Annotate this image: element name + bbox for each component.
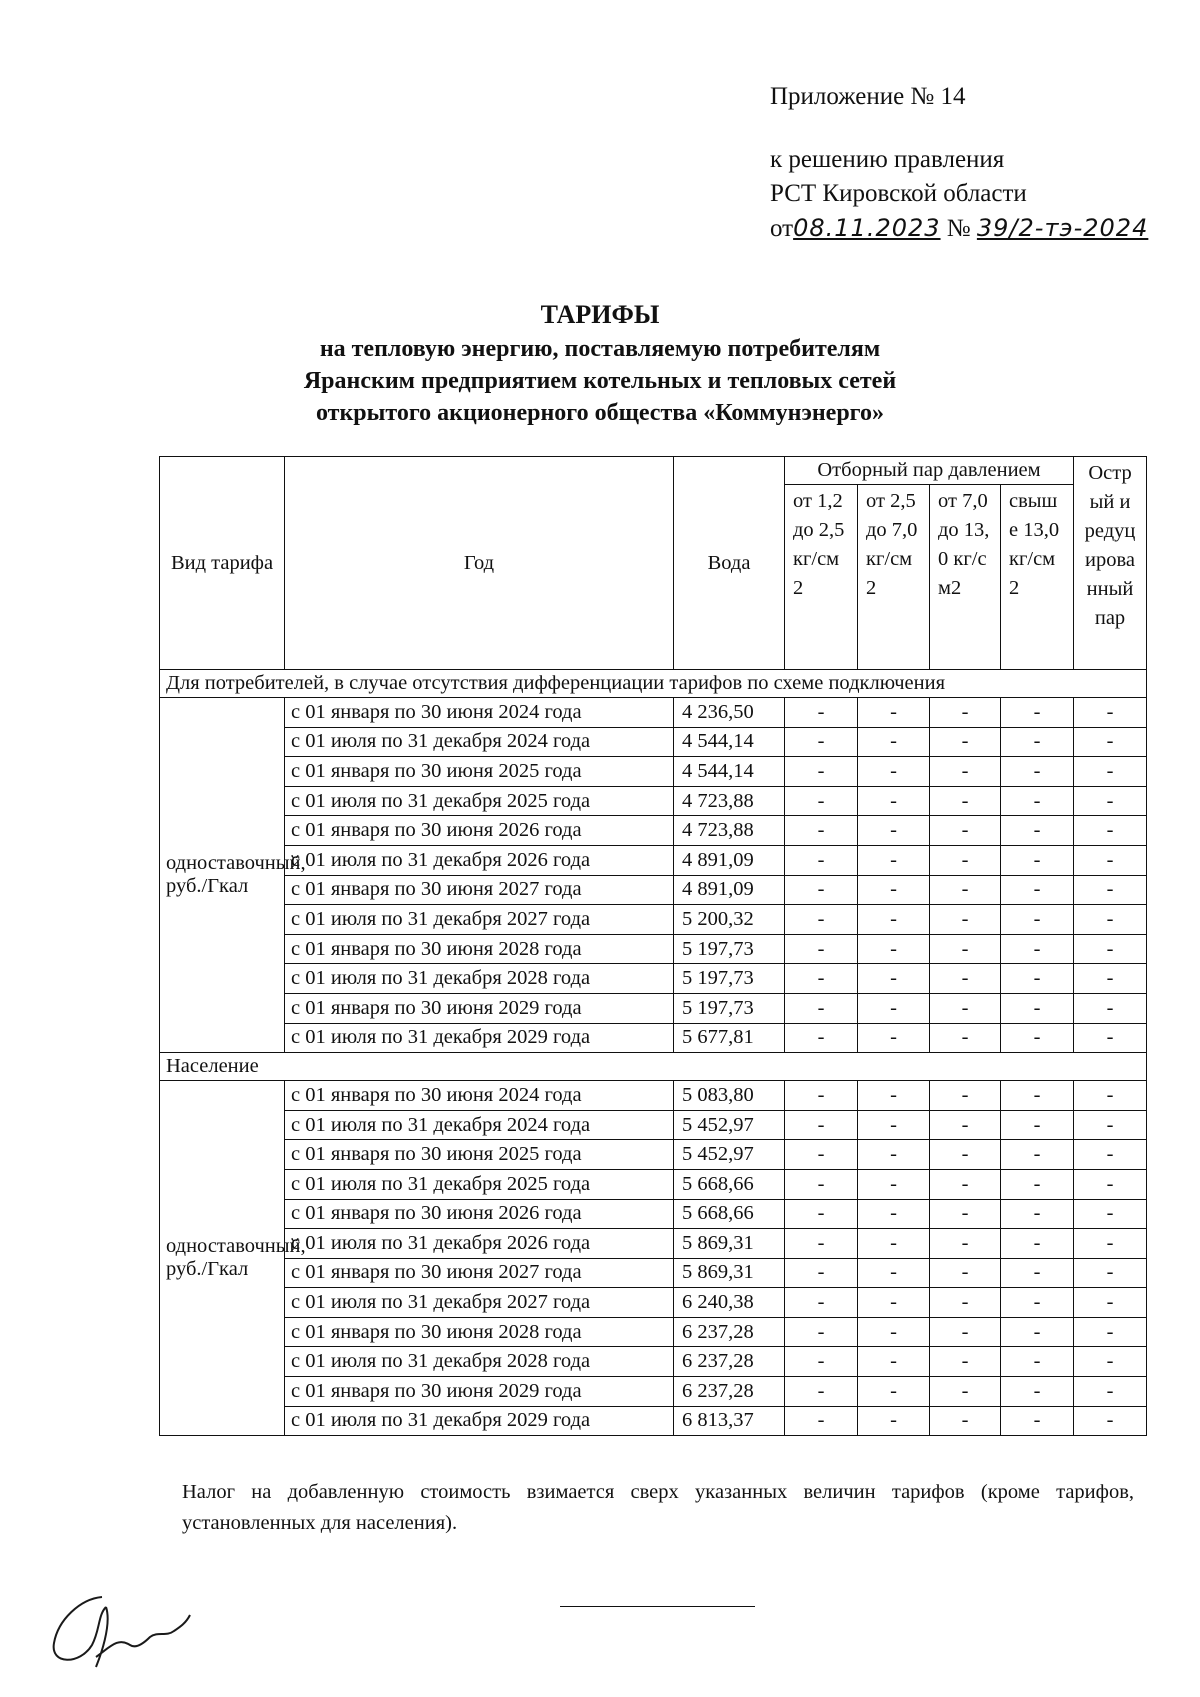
period-cell: с 01 января по 30 июня 2027 года — [285, 875, 674, 905]
steam-tariff-cell: - — [930, 1140, 1001, 1170]
steam-tariff-cell: - — [1074, 993, 1147, 1023]
steam-tariff-cell: - — [930, 1377, 1001, 1407]
steam-tariff-cell: - — [1001, 905, 1074, 935]
steam-tariff-cell: - — [1074, 1110, 1147, 1140]
steam-tariff-cell: - — [858, 786, 930, 816]
water-tariff-cell: 4 891,09 — [674, 875, 785, 905]
steam-tariff-cell: - — [1001, 727, 1074, 757]
steam-tariff-cell: - — [930, 993, 1001, 1023]
subtitle-line-1: на тепловую энергию, поставляемую потребителям — [319, 336, 881, 362]
steam-tariff-cell: - — [1074, 934, 1147, 964]
steam-tariff-cell: - — [858, 993, 930, 1023]
steam-tariff-cell: - — [785, 786, 858, 816]
water-tariff-cell: 4 723,88 — [674, 786, 785, 816]
signature-line — [560, 1606, 755, 1607]
water-tariff-cell: 6 240,38 — [674, 1288, 785, 1318]
steam-tariff-cell: - — [785, 1347, 858, 1377]
steam-tariff-cell: - — [858, 964, 930, 994]
steam-tariff-cell: - — [1001, 1023, 1074, 1053]
steam-tariff-cell: - — [785, 1317, 858, 1347]
subtitle-line-2: Яранским предприятием котельных и тепловых сетей — [303, 368, 897, 394]
subtitle-line-3: открытого акционерного общества «Коммунэнерго» — [316, 400, 884, 426]
tariff-type: одноставочный, руб./Гкал — [160, 698, 285, 1053]
period-cell: с 01 января по 30 июня 2024 года — [285, 1081, 674, 1111]
table-row — [160, 786, 1147, 816]
steam-tariff-cell: - — [1074, 727, 1147, 757]
steam-tariff-cell: - — [930, 1169, 1001, 1199]
period-cell: с 01 января по 30 июня 2027 года — [285, 1258, 674, 1288]
header-voda: Вода — [674, 457, 785, 670]
period-cell: с 01 июля по 31 декабря 2026 года — [285, 1229, 674, 1259]
steam-tariff-cell: - — [930, 1229, 1001, 1259]
steam-tariff-cell: - — [1001, 1110, 1074, 1140]
steam-tariff-cell: - — [785, 757, 858, 787]
section-row — [160, 670, 1147, 698]
water-tariff-cell: 5 869,31 — [674, 1229, 785, 1259]
steam-tariff-cell: - — [1074, 875, 1147, 905]
steam-tariff-cell: - — [858, 845, 930, 875]
steam-tariff-cell: - — [785, 1110, 858, 1140]
steam-tariff-cell: - — [1074, 698, 1147, 728]
steam-tariff-cell: - — [930, 875, 1001, 905]
water-tariff-cell: 5 452,97 — [674, 1110, 785, 1140]
header-p2: от 2,5 до 7,0 кг/см2 — [858, 485, 930, 670]
period-cell: с 01 июля по 31 декабря 2024 года — [285, 727, 674, 757]
steam-tariff-cell: - — [1001, 1229, 1074, 1259]
water-tariff-cell: 6 237,28 — [674, 1317, 785, 1347]
water-tariff-cell: 4 544,14 — [674, 757, 785, 787]
header-ostry: Острый и редуцированный пар — [1074, 457, 1147, 670]
steam-tariff-cell: - — [1001, 1317, 1074, 1347]
period-cell: с 01 января по 30 июня 2025 года — [285, 757, 674, 787]
table-row — [160, 905, 1147, 935]
steam-tariff-cell: - — [930, 757, 1001, 787]
steam-tariff-cell: - — [1001, 845, 1074, 875]
steam-tariff-cell: - — [930, 1258, 1001, 1288]
steam-tariff-cell: - — [858, 1023, 930, 1053]
steam-tariff-cell: - — [1074, 1140, 1147, 1170]
steam-tariff-cell: - — [785, 993, 858, 1023]
water-tariff-cell: 5 869,31 — [674, 1258, 785, 1288]
steam-tariff-cell: - — [1074, 905, 1147, 935]
steam-tariff-cell: - — [858, 1169, 930, 1199]
water-tariff-cell: 4 544,14 — [674, 727, 785, 757]
steam-tariff-cell: - — [1001, 1377, 1074, 1407]
table-row — [160, 1347, 1147, 1377]
steam-tariff-cell: - — [785, 1199, 858, 1229]
appendix-number: Приложение № 14 — [770, 83, 966, 110]
period-cell: с 01 июля по 31 декабря 2027 года — [285, 905, 674, 935]
table-row — [160, 1169, 1147, 1199]
water-tariff-cell: 5 668,66 — [674, 1169, 785, 1199]
period-cell: с 01 июля по 31 декабря 2025 года — [285, 786, 674, 816]
table-row — [160, 757, 1147, 787]
steam-tariff-cell: - — [785, 1377, 858, 1407]
from-label: от — [770, 215, 794, 242]
header-god: Год — [285, 457, 674, 670]
water-tariff-cell: 5 197,73 — [674, 964, 785, 994]
period-cell: с 01 января по 30 июня 2025 года — [285, 1140, 674, 1170]
water-tariff-cell: 6 813,37 — [674, 1406, 785, 1436]
decision-line: к решению правления — [770, 146, 1005, 173]
steam-tariff-cell: - — [1074, 1229, 1147, 1259]
steam-tariff-cell: - — [858, 1110, 930, 1140]
table-row — [160, 1229, 1147, 1259]
steam-tariff-cell: - — [1074, 1169, 1147, 1199]
water-tariff-cell: 5 197,73 — [674, 934, 785, 964]
authority-line: РСТ Кировской области — [770, 180, 1027, 207]
steam-tariff-cell: - — [1074, 1258, 1147, 1288]
steam-tariff-cell: - — [858, 875, 930, 905]
period-cell: с 01 января по 30 июня 2026 года — [285, 1199, 674, 1229]
period-cell: с 01 января по 30 июня 2026 года — [285, 816, 674, 846]
header-steam-group: Отборный пар давлением — [785, 457, 1074, 485]
period-cell: с 01 января по 30 июня 2028 года — [285, 1317, 674, 1347]
vat-note: Налог на добавленную стоимость взимается сверх указанных величин тарифов (кроме тарифов, установленных для населения). — [182, 1481, 1134, 1534]
section-title: Население — [160, 1053, 1147, 1081]
steam-tariff-cell: - — [1001, 1081, 1074, 1111]
steam-tariff-cell: - — [858, 1347, 930, 1377]
period-cell: с 01 июля по 31 декабря 2029 года — [285, 1406, 674, 1436]
steam-tariff-cell: - — [858, 905, 930, 935]
table-row — [160, 1023, 1147, 1053]
table-row — [160, 1288, 1147, 1318]
steam-tariff-cell: - — [1074, 816, 1147, 846]
table-row — [160, 845, 1147, 875]
tariff-table — [159, 456, 1147, 1436]
decision-number: 39/2-тэ-2024 — [976, 214, 1149, 242]
steam-tariff-cell: - — [858, 1258, 930, 1288]
steam-tariff-cell: - — [930, 1288, 1001, 1318]
steam-tariff-cell: - — [1001, 757, 1074, 787]
period-cell: с 01 июля по 31 декабря 2028 года — [285, 964, 674, 994]
steam-tariff-cell: - — [930, 1110, 1001, 1140]
steam-tariff-cell: - — [1001, 1199, 1074, 1229]
steam-tariff-cell: - — [930, 1081, 1001, 1111]
header-p4: свыше 13,0 кг/см2 — [1001, 485, 1074, 670]
steam-tariff-cell: - — [1001, 816, 1074, 846]
section-title: Для потребителей, в случае отсутствия дифференциации тарифов по схеме подключения — [160, 670, 1147, 698]
steam-tariff-cell: - — [1001, 1288, 1074, 1318]
steam-tariff-cell: - — [1001, 1406, 1074, 1436]
table-row — [160, 1258, 1147, 1288]
steam-tariff-cell: - — [785, 816, 858, 846]
steam-tariff-cell: - — [930, 964, 1001, 994]
steam-tariff-cell: - — [858, 1406, 930, 1436]
steam-tariff-cell: - — [785, 905, 858, 935]
steam-tariff-cell: - — [785, 1406, 858, 1436]
steam-tariff-cell: - — [858, 1288, 930, 1318]
steam-tariff-cell: - — [930, 698, 1001, 728]
period-cell: с 01 января по 30 июня 2024 года — [285, 698, 674, 728]
steam-tariff-cell: - — [930, 1347, 1001, 1377]
steam-tariff-cell: - — [1001, 1258, 1074, 1288]
steam-tariff-cell: - — [785, 845, 858, 875]
steam-tariff-cell: - — [858, 727, 930, 757]
table-row — [160, 934, 1147, 964]
steam-tariff-cell: - — [1074, 786, 1147, 816]
steam-tariff-cell: - — [930, 816, 1001, 846]
steam-tariff-cell: - — [1074, 1023, 1147, 1053]
steam-tariff-cell: - — [858, 816, 930, 846]
steam-tariff-cell: - — [1074, 964, 1147, 994]
table-row — [160, 1317, 1147, 1347]
table-row — [160, 1377, 1147, 1407]
steam-tariff-cell: - — [1074, 1199, 1147, 1229]
table-row — [160, 698, 1147, 728]
tariff-type: одноставочный, руб./Гкал — [160, 1081, 285, 1436]
steam-tariff-cell: - — [785, 1023, 858, 1053]
water-tariff-cell: 5 452,97 — [674, 1140, 785, 1170]
steam-tariff-cell: - — [1001, 934, 1074, 964]
water-tariff-cell: 6 237,28 — [674, 1377, 785, 1407]
steam-tariff-cell: - — [1074, 1081, 1147, 1111]
steam-tariff-cell: - — [858, 757, 930, 787]
steam-tariff-cell: - — [858, 1377, 930, 1407]
steam-tariff-cell: - — [930, 905, 1001, 935]
water-tariff-cell: 5 197,73 — [674, 993, 785, 1023]
steam-tariff-cell: - — [1001, 786, 1074, 816]
header-row-1 — [160, 457, 1147, 485]
water-tariff-cell: 4 891,09 — [674, 845, 785, 875]
steam-tariff-cell: - — [858, 1317, 930, 1347]
steam-tariff-cell: - — [785, 934, 858, 964]
steam-tariff-cell: - — [785, 1081, 858, 1111]
steam-tariff-cell: - — [858, 1229, 930, 1259]
steam-tariff-cell: - — [930, 1406, 1001, 1436]
steam-tariff-cell: - — [1001, 1169, 1074, 1199]
steam-tariff-cell: - — [930, 786, 1001, 816]
header-vid: Вид тарифа — [160, 457, 285, 670]
table-row — [160, 1406, 1147, 1436]
steam-tariff-cell: - — [930, 1199, 1001, 1229]
period-cell: с 01 января по 30 июня 2028 года — [285, 934, 674, 964]
period-cell: с 01 июля по 31 декабря 2025 года — [285, 1169, 674, 1199]
period-cell: с 01 июля по 31 декабря 2028 года — [285, 1347, 674, 1377]
table-row — [160, 1110, 1147, 1140]
table-row — [160, 993, 1147, 1023]
steam-tariff-cell: - — [1074, 1347, 1147, 1377]
steam-tariff-cell: - — [930, 1023, 1001, 1053]
steam-tariff-cell: - — [1001, 993, 1074, 1023]
steam-tariff-cell: - — [785, 964, 858, 994]
header-p1: от 1,2 до 2,5 кг/см2 — [785, 485, 858, 670]
steam-tariff-cell: - — [785, 698, 858, 728]
water-tariff-cell: 4 236,50 — [674, 698, 785, 728]
table-row — [160, 727, 1147, 757]
steam-tariff-cell: - — [930, 845, 1001, 875]
header-p3: от 7,0 до 13,0 кг/см2 — [930, 485, 1001, 670]
steam-tariff-cell: - — [930, 727, 1001, 757]
steam-tariff-cell: - — [785, 1258, 858, 1288]
steam-tariff-cell: - — [785, 1229, 858, 1259]
steam-tariff-cell: - — [1074, 757, 1147, 787]
steam-tariff-cell: - — [1074, 1288, 1147, 1318]
table-row — [160, 875, 1147, 905]
decision-ref — [770, 211, 1148, 246]
steam-tariff-cell: - — [785, 1169, 858, 1199]
steam-tariff-cell: - — [785, 727, 858, 757]
table-row — [160, 1199, 1147, 1229]
steam-tariff-cell: - — [1001, 964, 1074, 994]
steam-tariff-cell: - — [858, 1081, 930, 1111]
steam-tariff-cell: - — [930, 934, 1001, 964]
period-cell: с 01 июля по 31 декабря 2027 года — [285, 1288, 674, 1318]
table-row — [160, 1081, 1147, 1111]
water-tariff-cell: 5 200,32 — [674, 905, 785, 935]
water-tariff-cell: 6 237,28 — [674, 1347, 785, 1377]
water-tariff-cell: 4 723,88 — [674, 816, 785, 846]
steam-tariff-cell: - — [785, 875, 858, 905]
period-cell: с 01 января по 30 июня 2029 года — [285, 1377, 674, 1407]
steam-tariff-cell: - — [858, 1199, 930, 1229]
period-cell: с 01 июля по 31 декабря 2026 года — [285, 845, 674, 875]
steam-tariff-cell: - — [858, 934, 930, 964]
decision-date: 08.11.2023 — [793, 214, 941, 242]
steam-tariff-cell: - — [858, 1140, 930, 1170]
steam-tariff-cell: - — [1001, 875, 1074, 905]
water-tariff-cell: 5 677,81 — [674, 1023, 785, 1053]
table-row — [160, 1140, 1147, 1170]
table-row — [160, 964, 1147, 994]
document-title: ТАРИФЫ — [540, 300, 660, 329]
steam-tariff-cell: - — [1074, 1377, 1147, 1407]
period-cell: с 01 января по 30 июня 2029 года — [285, 993, 674, 1023]
period-cell: с 01 июля по 31 декабря 2029 года — [285, 1023, 674, 1053]
number-label: № — [946, 215, 971, 242]
water-tariff-cell: 5 668,66 — [674, 1199, 785, 1229]
steam-tariff-cell: - — [1001, 1347, 1074, 1377]
period-cell: с 01 июля по 31 декабря 2024 года — [285, 1110, 674, 1140]
steam-tariff-cell: - — [1074, 845, 1147, 875]
steam-tariff-cell: - — [930, 1317, 1001, 1347]
steam-tariff-cell: - — [1001, 698, 1074, 728]
steam-tariff-cell: - — [858, 698, 930, 728]
water-tariff-cell: 5 083,80 — [674, 1081, 785, 1111]
section-row — [160, 1053, 1147, 1081]
signature-mark — [40, 1585, 200, 1680]
steam-tariff-cell: - — [785, 1288, 858, 1318]
steam-tariff-cell: - — [1001, 1140, 1074, 1170]
steam-tariff-cell: - — [1074, 1317, 1147, 1347]
steam-tariff-cell: - — [1074, 1406, 1147, 1436]
table-row — [160, 816, 1147, 846]
steam-tariff-cell: - — [785, 1140, 858, 1170]
